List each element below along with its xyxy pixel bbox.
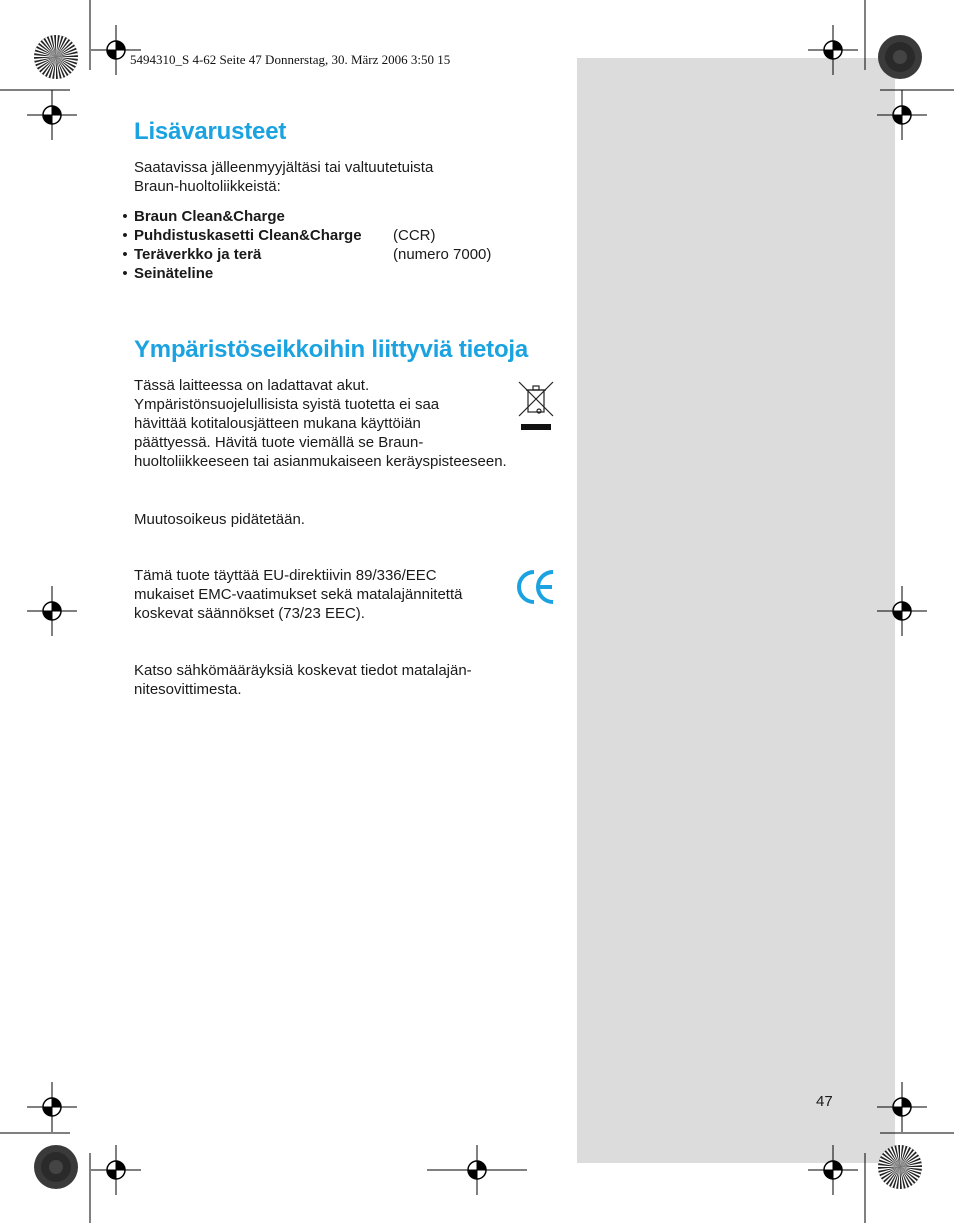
item-name: Puhdistuskasetti Clean&Charge xyxy=(134,227,362,244)
registration-mark-icon xyxy=(808,1145,858,1195)
environment-body xyxy=(134,376,507,471)
color-wheel-mark-icon xyxy=(33,34,79,80)
section-title-environment: Ympäristöseikkoihin liittyviä tietoja xyxy=(134,336,529,363)
list-item xyxy=(116,245,491,264)
color-wheel-mark-icon xyxy=(877,1144,923,1190)
accessories-list xyxy=(116,207,491,283)
accessories-intro xyxy=(134,158,433,196)
bullet: • xyxy=(122,246,128,263)
list-item xyxy=(116,264,491,283)
slug-line: 5494310_S 4-62 Seite 47 Donnerstag, 30. März 2006 3:50 15 xyxy=(130,52,451,67)
electrical-line: nitesovittimesta. xyxy=(134,681,242,698)
registration-mark-icon xyxy=(27,1082,77,1132)
page-number: 47 xyxy=(816,1093,833,1110)
item-name: Braun Clean&Charge xyxy=(134,208,285,225)
directive-line: koskevat säännökset (73/23 EEC). xyxy=(134,605,365,622)
registration-mark-icon xyxy=(877,586,927,636)
item-name: Teräverkko ja terä xyxy=(134,246,262,263)
list-item xyxy=(116,207,491,226)
registration-mark-icon xyxy=(27,586,77,636)
ce-mark-icon xyxy=(516,568,556,606)
body-line: Tässä laitteessa on ladattavat akut. xyxy=(134,377,370,394)
list-item xyxy=(116,226,491,245)
directive-text xyxy=(134,566,462,623)
bullet: • xyxy=(122,227,128,244)
item-extra: (numero 7000) xyxy=(393,246,492,263)
bullet: • xyxy=(122,208,128,225)
directive-line: mukaiset EMC-vaatimukset sekä matalajännitettä xyxy=(134,586,463,603)
body-line: päättyessä. Hävitä tuote viemällä se Braun- xyxy=(134,434,424,451)
registration-mark-icon xyxy=(27,90,77,140)
body-line: hävittää kotitalousjätteen mukana käyttöiän xyxy=(134,415,421,432)
registration-mark-icon xyxy=(427,1145,527,1195)
color-wheel-mark-icon xyxy=(877,34,923,80)
color-wheel-mark-icon xyxy=(33,1144,79,1190)
section-title-accessories: Lisävarusteet xyxy=(134,118,287,145)
registration-mark-icon xyxy=(877,1082,927,1132)
body-line: Ympäristönsuojelullisista syistä tuotetta ei saa xyxy=(134,396,440,413)
change-notice: Muutosoikeus pidätetään. xyxy=(134,511,305,528)
directive-line: Tämä tuote täyttää EU-direktiivin 89/336/EEC xyxy=(134,567,437,584)
registration-mark-icon xyxy=(877,90,927,140)
electrical-line: Katso sähkömääräyksiä koskevat tiedot matalajän- xyxy=(134,662,472,679)
intro-line: Braun-huoltoliikkeistä: xyxy=(134,178,281,195)
bullet: • xyxy=(122,265,128,282)
electrical-info xyxy=(134,661,472,699)
item-extra: (CCR) xyxy=(393,227,436,244)
body-line: huoltoliikkeeseen tai asianmukaiseen keräyspisteeseen. xyxy=(134,453,507,470)
item-name: Seinäteline xyxy=(134,265,214,282)
registration-mark-icon xyxy=(91,1145,141,1195)
intro-line: Saatavissa jälleenmyyjältäsi tai valtuutetuista xyxy=(134,159,434,176)
crossed-out-wheelie-bin-icon xyxy=(517,380,555,432)
registration-mark-icon xyxy=(808,25,858,75)
